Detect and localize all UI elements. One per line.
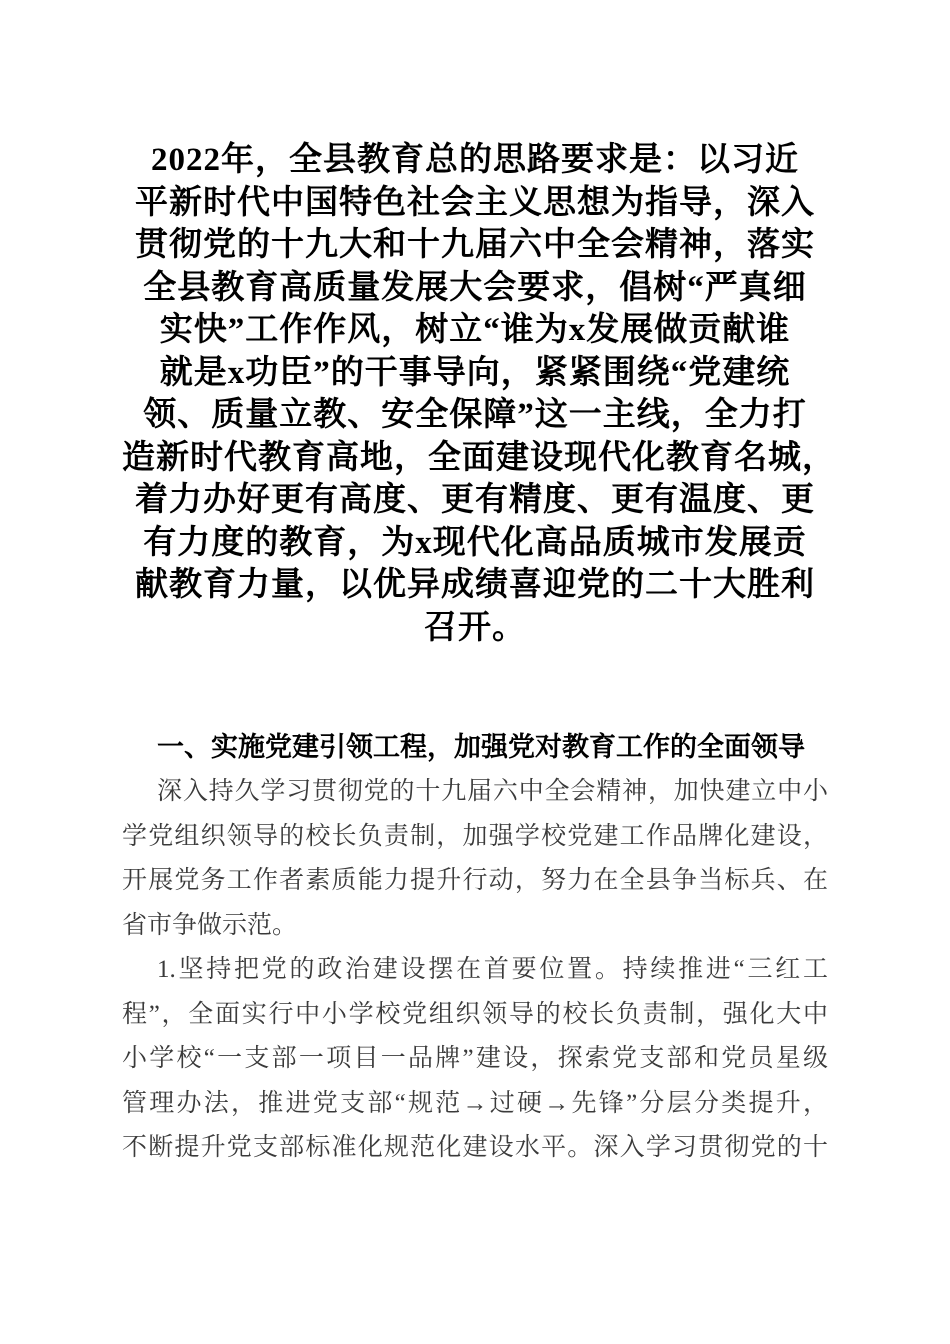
body-line: 开展党务工作者素质能力提升行动，努力在全县争当标兵、在 (122, 867, 828, 894)
intro-line: 造新时代教育高地，全面建设现代化教育名城， (122, 439, 836, 476)
body-line: 1.坚持把党的政治建设摆在首要位置。持续推进“三红工 (157, 956, 828, 983)
body-line: 深入持久学习贯彻党的十九届六中全会精神，加快建立中小 (157, 778, 828, 805)
body-line: 不断提升党支部标准化规范化建设水平。深入学习贯彻党的十 (122, 1134, 828, 1161)
intro-line: 领、质量立教、安全保障”这一主线，全力打 (143, 397, 807, 433)
body-paragraph-2 (122, 948, 828, 1171)
intro-line: 贯彻党的十九大和十九届六中全会精神，落实 (135, 227, 815, 263)
intro-line: 着力办好更有高度、更有精度、更有温度、更 (135, 482, 815, 518)
intro-line: 献教育力量，以优异成绩喜迎党的二十大胜利 (135, 567, 815, 603)
intro-line: 2022年，全县教育总的思路要求是：以习近 (151, 142, 799, 178)
intro-line: 就是x功臣”的干事导向，紧紧围绕“党建统 (159, 354, 791, 391)
intro-line: 有力度的教育，为x现代化高品质城市发展贡 (143, 524, 807, 561)
body-line: 小学校“一支部一项目一品牌”建设，探索党支部和党员星级 (122, 1045, 828, 1072)
intro-line: 召开。 (424, 609, 526, 646)
intro-paragraph (122, 0, 836, 649)
body-line: 管理办法，推进党支部“规范→过硬→先锋”分层分类提升， (122, 1089, 828, 1117)
body-line: 省市争做示范。 (122, 911, 298, 939)
body-paragraph-1 (122, 770, 828, 948)
intro-line: 全县教育高质量发展大会要求，倡树“严真细 (143, 269, 807, 306)
body-line: 程”，全面实行中小学校党组织领导的校长负责制，强化大中 (122, 1000, 828, 1028)
section-heading: 一、实施党建引领工程，加强党对教育工作的全面领导 (157, 732, 805, 762)
body-line: 学党组织领导的校长负责制，加强学校党建工作品牌化建设， (122, 822, 828, 850)
intro-line: 实快”工作作风，树立“谁为x发展做贡献谁 (159, 312, 791, 348)
intro-line: 平新时代中国特色社会主义思想为指导，深入 (135, 184, 815, 221)
